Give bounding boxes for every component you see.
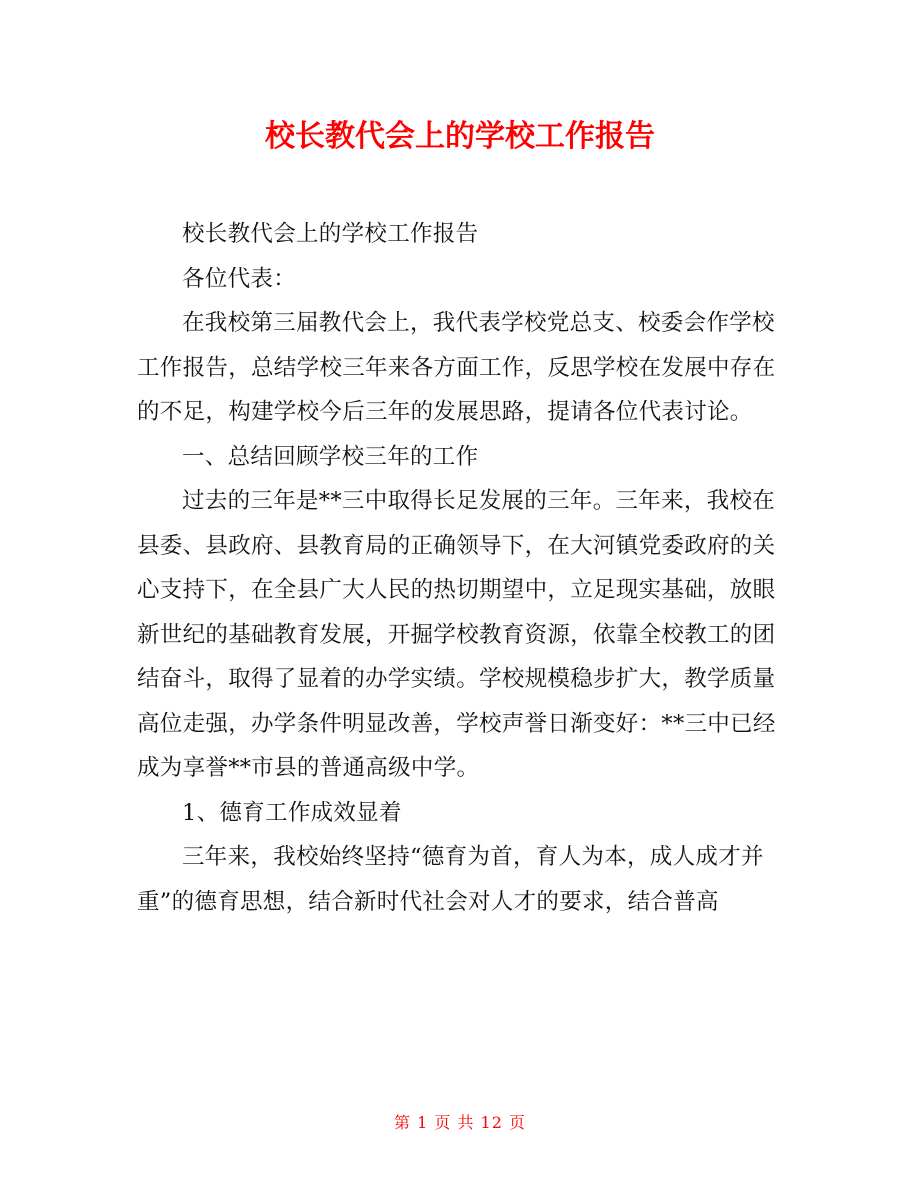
paragraph-salutation: 各位代表： xyxy=(182,265,297,292)
document-title: 校长教代会上的学校工作报告 xyxy=(265,119,655,154)
document-body xyxy=(137,212,787,924)
page-footer: 第 1 页 共 12 页 xyxy=(394,1113,526,1132)
paragraph-review: 过去的三年是**三中取得长足发展的三年。三年来，我校在县委、县政府、县教育局的正确领导下，在大河镇党委政府的关心支持下，在全县广大人民的热切期望中，立足现实基础，放眼新世纪的基础教育发展，开掘学校教育资源，依靠全校教工的团结奋斗，取得了显着的办学实绩。学校规模稳步扩大，教学质量高位走强，办学条件明显改善，学校声誉日渐变好：**三中已经成为享誉**市县的普通高级中学。 xyxy=(137,488,776,781)
subsection-heading-1: 1、德育工作成效显着 xyxy=(182,799,402,826)
section-heading-1: 一、总结回顾学校三年的工作 xyxy=(182,443,479,470)
paragraph-intro: 在我校第三届教代会上，我代表学校党总支、校委会作学校工作报告，总结学校三年来各方面工作，反思学校在发展中存在的不足，构建学校今后三年的发展思路，提请各位代表讨论。 xyxy=(137,310,776,425)
paragraph-heading: 校长教代会上的学校工作报告 xyxy=(182,221,479,247)
paragraph-moral-education: 三年来，我校始终坚持“德育为首，育人为本，成人成才并重”的德育思想，结合新时代社会对人才的要求，结合普高 xyxy=(137,844,764,915)
